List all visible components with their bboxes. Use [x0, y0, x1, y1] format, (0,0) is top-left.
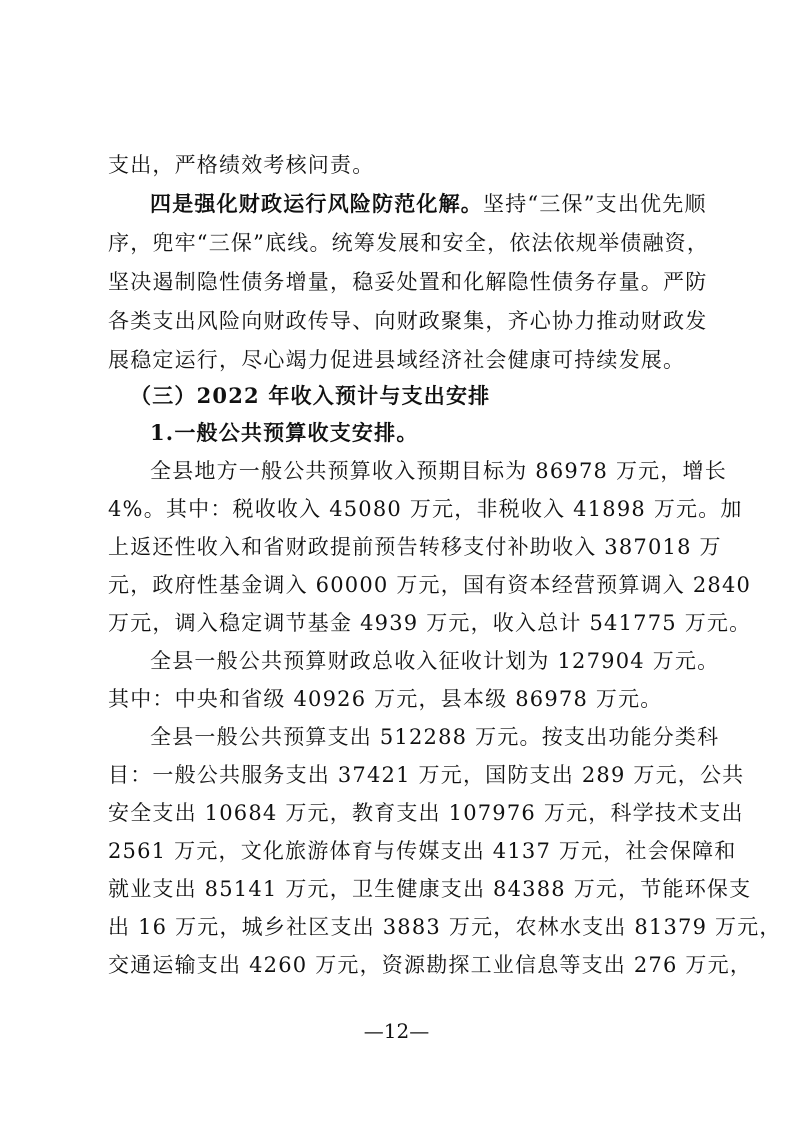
paragraph-line: 就业支出 85141 万元，卫生健康支出 84388 万元，节能环保支 [108, 877, 752, 901]
paragraph-line: 元，政府性基金调入 60000 万元，国有资本经营预算调入 2840 [108, 573, 752, 597]
paragraph-line: 支出，严格绩效考核问责。 [108, 153, 375, 177]
paragraph-line: 4%。其中：税收收入 45080 万元，非税收入 41898 万元。加 [108, 497, 743, 521]
paragraph-line: 上返还性收入和省财政提前预告转移支付补助收入 387018 万 [108, 535, 722, 559]
subsection-heading: 1.一般公共预算收支安排。 [150, 420, 419, 445]
paragraph-line: 安全支出 10684 万元，教育支出 107976 万元，科学技术支出 [108, 801, 744, 825]
paragraph-line: 各类支出风险向财政传导、向财政聚集，齐心协力推动财政发 [108, 309, 708, 333]
section-heading: （三）2022 年收入预计与支出安排 [130, 383, 491, 408]
paragraph-line: 万元，调入稳定调节基金 4939 万元，收入总计 541775 万元。 [108, 611, 752, 635]
page-number: —12— [363, 1019, 430, 1043]
paragraph-line [150, 189, 707, 219]
paragraph-line: 全县地方一般公共预算收入预期目标为 86978 万元，增长 [150, 459, 727, 483]
paragraph-text: 坚持“三保”支出优先顺 [483, 192, 707, 216]
paragraph-line: 其中：中央和省级 40926 万元，县本级 86978 万元。 [108, 687, 663, 711]
paragraph-line: 全县一般公共预算财政总收入征收计划为 127904 万元。 [150, 649, 720, 673]
paragraph-line: 2561 万元，文化旅游体育与传媒支出 4137 万元，社会保障和 [108, 839, 737, 863]
paragraph-line: 交通运输支出 4260 万元，资源勘探工业信息等支出 276 万元， [108, 953, 753, 977]
paragraph-line: 坚决遏制隐性债务增量，稳妥处置和化解隐性债务存量。严防 [108, 270, 708, 294]
paragraph-line: 出 16 万元，城乡社区支出 3883 万元，农林水支出 81379 万元， [108, 915, 782, 939]
paragraph-line: 序，兜牢“三保”底线。统筹发展和安全，依法依规举债融资， [108, 231, 710, 255]
paragraph-line: 展稳定运行，尽心竭力促进县域经济社会健康可持续发展。 [108, 348, 686, 372]
paragraph-line: 目：一般公共服务支出 37421 万元，国防支出 289 万元，公共 [108, 763, 745, 787]
bold-lead: 四是强化财政运行风险防范化解。 [150, 191, 483, 216]
paragraph-line: 全县一般公共预算支出 512288 万元。按支出功能分类科 [150, 725, 720, 749]
